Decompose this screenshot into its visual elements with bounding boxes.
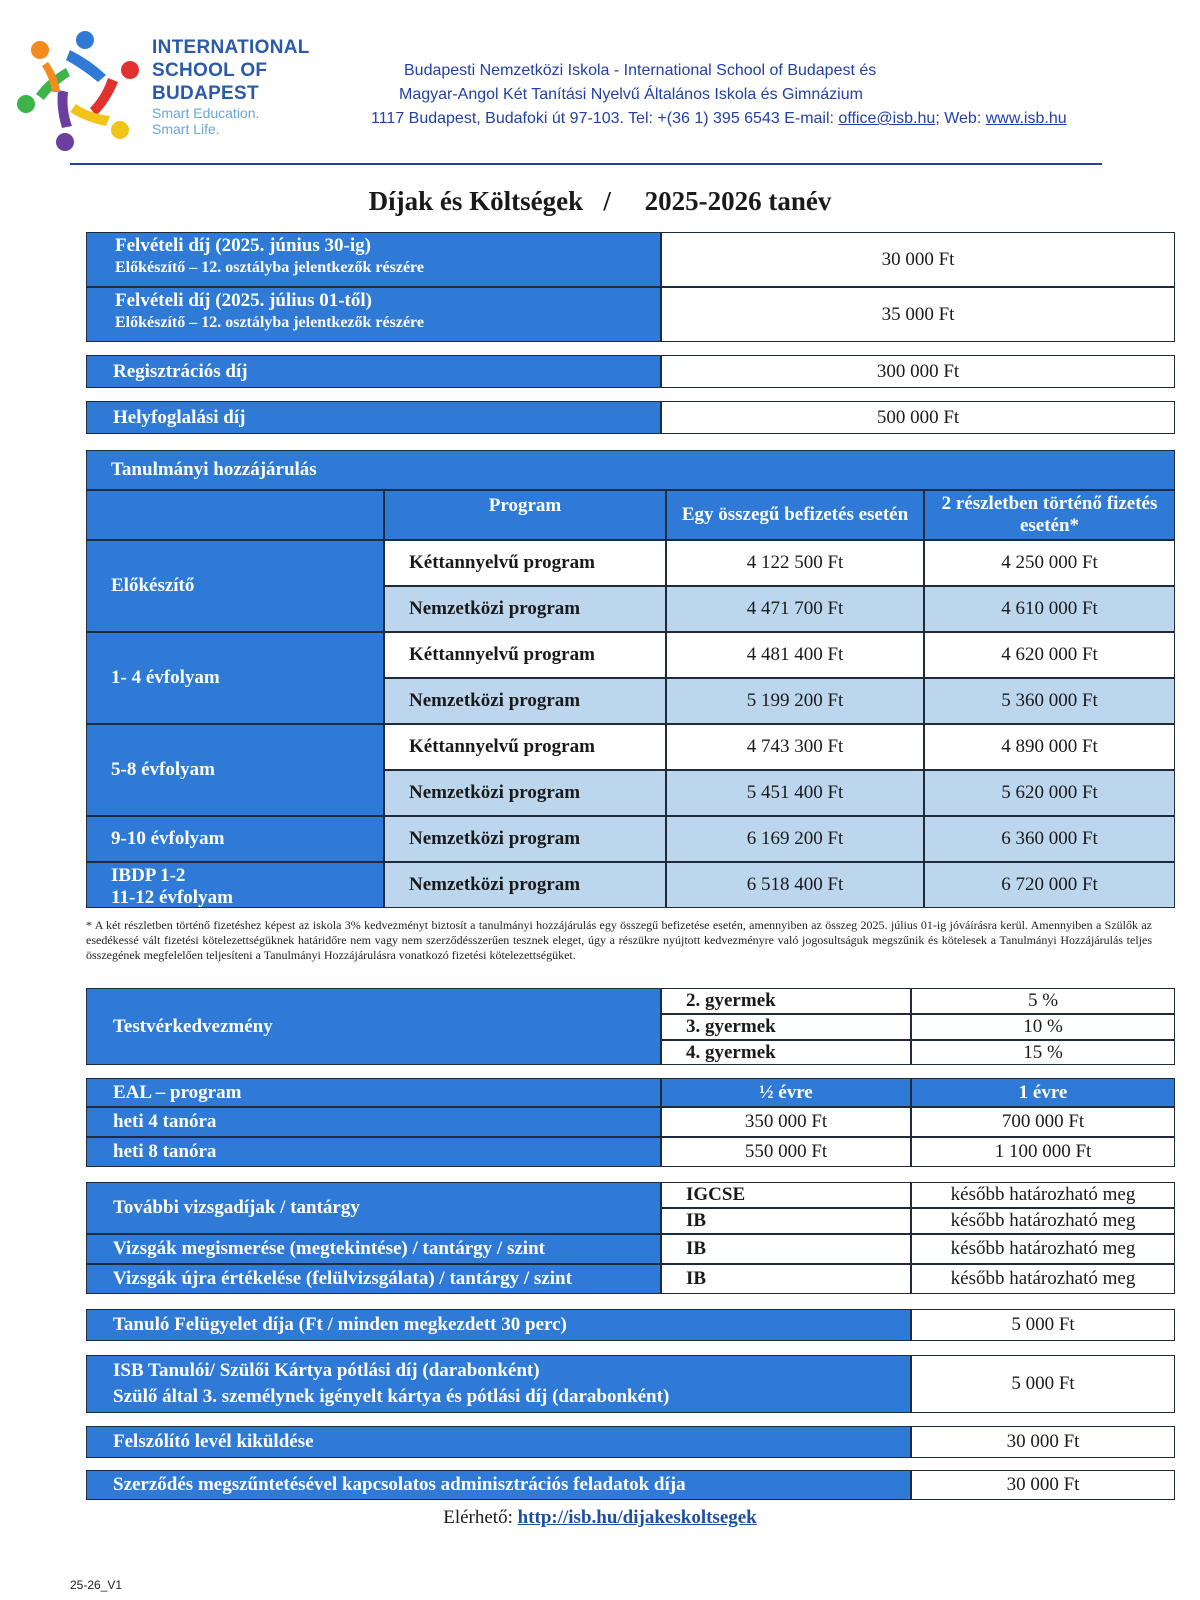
tuition-row-two: 4 890 000 Ft bbox=[924, 724, 1175, 770]
tuition-row-program: Nemzetközi program bbox=[384, 770, 666, 816]
exam-reeval-label: Vizsgák újra értékelése (felülvizsgálata) / tantárgy / szint bbox=[86, 1264, 661, 1294]
web-prefix: ; Web: bbox=[935, 110, 986, 127]
tuition-row-single: 5 451 400 Ft bbox=[666, 770, 924, 816]
logo-line-2: SCHOOL OF bbox=[152, 60, 268, 81]
available-prefix: Elérhető: bbox=[443, 1507, 518, 1528]
exam-review-value: később határozható meg bbox=[911, 1234, 1175, 1264]
exam-review-label: Vizsgák megismerése (megtekintése) / tantárgy / szint bbox=[86, 1234, 661, 1264]
tuition-row-single: 4 481 400 Ft bbox=[666, 632, 924, 678]
admission-fee-2-value: 35 000 Ft bbox=[661, 287, 1175, 342]
sibling-pct: 5 % bbox=[911, 988, 1175, 1014]
tuition-group-prep: Előkészítő bbox=[86, 540, 384, 632]
sibling-pct: 15 % bbox=[911, 1040, 1175, 1065]
eal-row-year: 700 000 Ft bbox=[911, 1107, 1175, 1137]
sibling-pct: 10 % bbox=[911, 1014, 1175, 1040]
tuition-row-single: 4 122 500 Ft bbox=[666, 540, 924, 586]
supervision-fee-value: 5 000 Ft bbox=[911, 1309, 1175, 1341]
admission-fee-2-sub: Előkészítő – 12. osztályba jelentkezők részére bbox=[115, 314, 424, 331]
exam-reeval-value: később határozható meg bbox=[911, 1264, 1175, 1294]
tuition-group-9-10: 9-10 évfolyam bbox=[86, 816, 384, 862]
tuition-group-5-8: 5-8 évfolyam bbox=[86, 724, 384, 816]
card-fee-value: 5 000 Ft bbox=[911, 1355, 1175, 1413]
admission-fee-2-title: Felvételi díj (2025. július 01-től) bbox=[115, 290, 372, 311]
supervision-fee-label: Tanuló Felügyelet díja (Ft / minden megkezdett 30 perc) bbox=[86, 1309, 911, 1341]
tuition-row-program: Nemzetközi program bbox=[384, 816, 666, 862]
tuition-col-single: Egy összegű befizetés esetén bbox=[666, 490, 924, 540]
tuition-row-single: 5 199 200 Ft bbox=[666, 678, 924, 724]
tuition-row-two: 5 360 000 Ft bbox=[924, 678, 1175, 724]
tuition-row-two: 4 620 000 Ft bbox=[924, 632, 1175, 678]
logo-tagline-2: Smart Life. bbox=[152, 121, 220, 137]
eal-row-half: 550 000 Ft bbox=[661, 1137, 911, 1167]
reservation-fee-value: 500 000 Ft bbox=[661, 401, 1175, 434]
website-link[interactable]: www.isb.hu bbox=[985, 110, 1067, 127]
reminder-letter-label: Felszólító levél kiküldése bbox=[86, 1426, 911, 1458]
admission-fee-1-title: Felvételi díj (2025. június 30-ig) bbox=[115, 235, 371, 256]
fees-page-link[interactable]: http://isb.hu/dijakeskoltsegek bbox=[517, 1507, 757, 1528]
logo-wordmark bbox=[152, 36, 352, 137]
header-line-1: Budapesti Nemzetközi Iskola - International School of Budapest és bbox=[404, 62, 877, 79]
header-address: 1117 Budapest, Budafoki út 97-103. Tel: +(36 1) 395 6543 E-mail: bbox=[371, 110, 839, 127]
card-fee-line1: ISB Tanulói/ Szülői Kártya pótlási díj (darabonként) bbox=[113, 1360, 540, 1381]
sibling-child: 3. gyermek bbox=[661, 1014, 911, 1040]
tuition-group-1-4: 1- 4 évfolyam bbox=[86, 632, 384, 724]
email-link[interactable]: office@isb.hu bbox=[838, 110, 936, 127]
exam-review-ib: IB bbox=[661, 1234, 911, 1264]
tuition-footnote: * A két részletben történő fizetéshez képest az iskola 3% kedvezményt biztosít a tanulmányi hozzájárulás egy összegű befizetése esetén, amennyiben az összeg 2025. július 01-ig jóváírásra kerül. Amennyiben a Szülők az esedékessé vált fizetési kötelezettségüknek határidőre nem vagy nem szerződésszerűen tesznek eleget, úgy a részükre nyújtott kedvezményre való jogosultságuk megszűnik és kötelesek a Tanulmányi Hozzájárulás teljes összegének megfelelően teljesíteni a Tanulmányi Hozzájárulásra vonatkozó fizetési kötelezettségüket. bbox=[86, 918, 1152, 962]
tuition-row-two: 6 360 000 Ft bbox=[924, 816, 1175, 862]
tuition-group-ibdp-line1: IBDP 1-2 bbox=[111, 865, 186, 886]
tuition-col-program: Program bbox=[384, 490, 666, 540]
logo-line-3: BUDAPEST bbox=[152, 83, 259, 104]
tuition-row-single: 6 518 400 Ft bbox=[666, 862, 924, 908]
eal-row-half: 350 000 Ft bbox=[661, 1107, 911, 1137]
school-logo bbox=[10, 20, 150, 160]
admission-fee-1-value: 30 000 Ft bbox=[661, 232, 1175, 287]
available-note bbox=[0, 1507, 1200, 1529]
tuition-row-program: Nemzetközi program bbox=[384, 862, 666, 908]
tuition-row-two: 5 620 000 Ft bbox=[924, 770, 1175, 816]
eal-row-label: heti 4 tanóra bbox=[86, 1107, 661, 1137]
exam-igcse: IGCSE bbox=[661, 1182, 911, 1208]
tuition-row-program: Kéttannyelvű program bbox=[384, 724, 666, 770]
logo-figures-icon bbox=[10, 20, 150, 160]
tuition-row-two: 6 720 000 Ft bbox=[924, 862, 1175, 908]
header-divider bbox=[70, 163, 1102, 165]
termination-fee-value: 30 000 Ft bbox=[911, 1470, 1175, 1500]
admission-fee-1-label bbox=[86, 232, 661, 287]
card-fee-line2: Szülő által 3. személynek igényelt kártya és pótlási díj (darabonként) bbox=[113, 1386, 670, 1407]
tuition-row-program: Kéttannyelvű program bbox=[384, 540, 666, 586]
tuition-col-two: 2 részletben történő fizetés esetén* bbox=[924, 490, 1175, 540]
page-title: Díjak és Költségek / 2025-2026 tanév bbox=[368, 186, 832, 216]
tuition-row-single: 4 743 300 Ft bbox=[666, 724, 924, 770]
tuition-row-single: 6 169 200 Ft bbox=[666, 816, 924, 862]
tuition-row-program: Nemzetközi program bbox=[384, 586, 666, 632]
tuition-row-single: 4 471 700 Ft bbox=[666, 586, 924, 632]
reminder-letter-value: 30 000 Ft bbox=[911, 1426, 1175, 1458]
tuition-group-ibdp-line2: 11-12 évfolyam bbox=[111, 887, 233, 908]
sibling-child: 2. gyermek bbox=[661, 988, 911, 1014]
eal-label: EAL – program bbox=[86, 1078, 661, 1107]
header-line-2: Magyar-Angol Két Tanítási Nyelvű Általános Iskola és Gimnázium bbox=[399, 86, 863, 103]
tuition-group-ibdp bbox=[86, 862, 384, 908]
logo-tagline-1: Smart Education. bbox=[152, 105, 260, 121]
exam-ib: IB bbox=[661, 1208, 911, 1234]
registration-fee-value: 300 000 Ft bbox=[661, 355, 1175, 388]
registration-fee-label: Regisztrációs díj bbox=[86, 355, 661, 388]
tuition-row-two: 4 250 000 Ft bbox=[924, 540, 1175, 586]
card-fee-label bbox=[86, 1355, 911, 1413]
termination-fee-label: Szerződés megszűntetésével kapcsolatos adminisztrációs feladatok díja bbox=[86, 1470, 911, 1500]
tuition-row-two: 4 610 000 Ft bbox=[924, 586, 1175, 632]
reservation-fee-label: Helyfoglalási díj bbox=[86, 401, 661, 434]
logo-line-1: INTERNATIONAL bbox=[152, 37, 310, 58]
eal-row-year: 1 100 000 Ft bbox=[911, 1137, 1175, 1167]
exam-igcse-value: később határozható meg bbox=[911, 1182, 1175, 1208]
tuition-header-empty bbox=[86, 490, 384, 540]
tuition-row-program: Kéttannyelvű program bbox=[384, 632, 666, 678]
eal-year-header: 1 évre bbox=[911, 1078, 1175, 1107]
eal-half-year-header: ½ évre bbox=[661, 1078, 911, 1107]
admission-fee-1-sub: Előkészítő – 12. osztályba jelentkezők részére bbox=[115, 259, 424, 276]
document-version: 25-26_V1 bbox=[70, 1578, 123, 1592]
admission-fee-2-label bbox=[86, 287, 661, 342]
sibling-discount-label: Testvérkedvezmény bbox=[86, 988, 661, 1065]
eal-row-label: heti 8 tanóra bbox=[86, 1137, 661, 1167]
tuition-row-program: Nemzetközi program bbox=[384, 678, 666, 724]
sibling-child: 4. gyermek bbox=[661, 1040, 911, 1065]
exam-ib-value: később határozható meg bbox=[911, 1208, 1175, 1234]
exam-extra-fees-label: További vizsgadíjak / tantárgy bbox=[86, 1182, 661, 1234]
tuition-title: Tanulmányi hozzájárulás bbox=[86, 450, 1175, 490]
exam-reeval-ib: IB bbox=[661, 1264, 911, 1294]
header-contact-line bbox=[371, 110, 1067, 128]
